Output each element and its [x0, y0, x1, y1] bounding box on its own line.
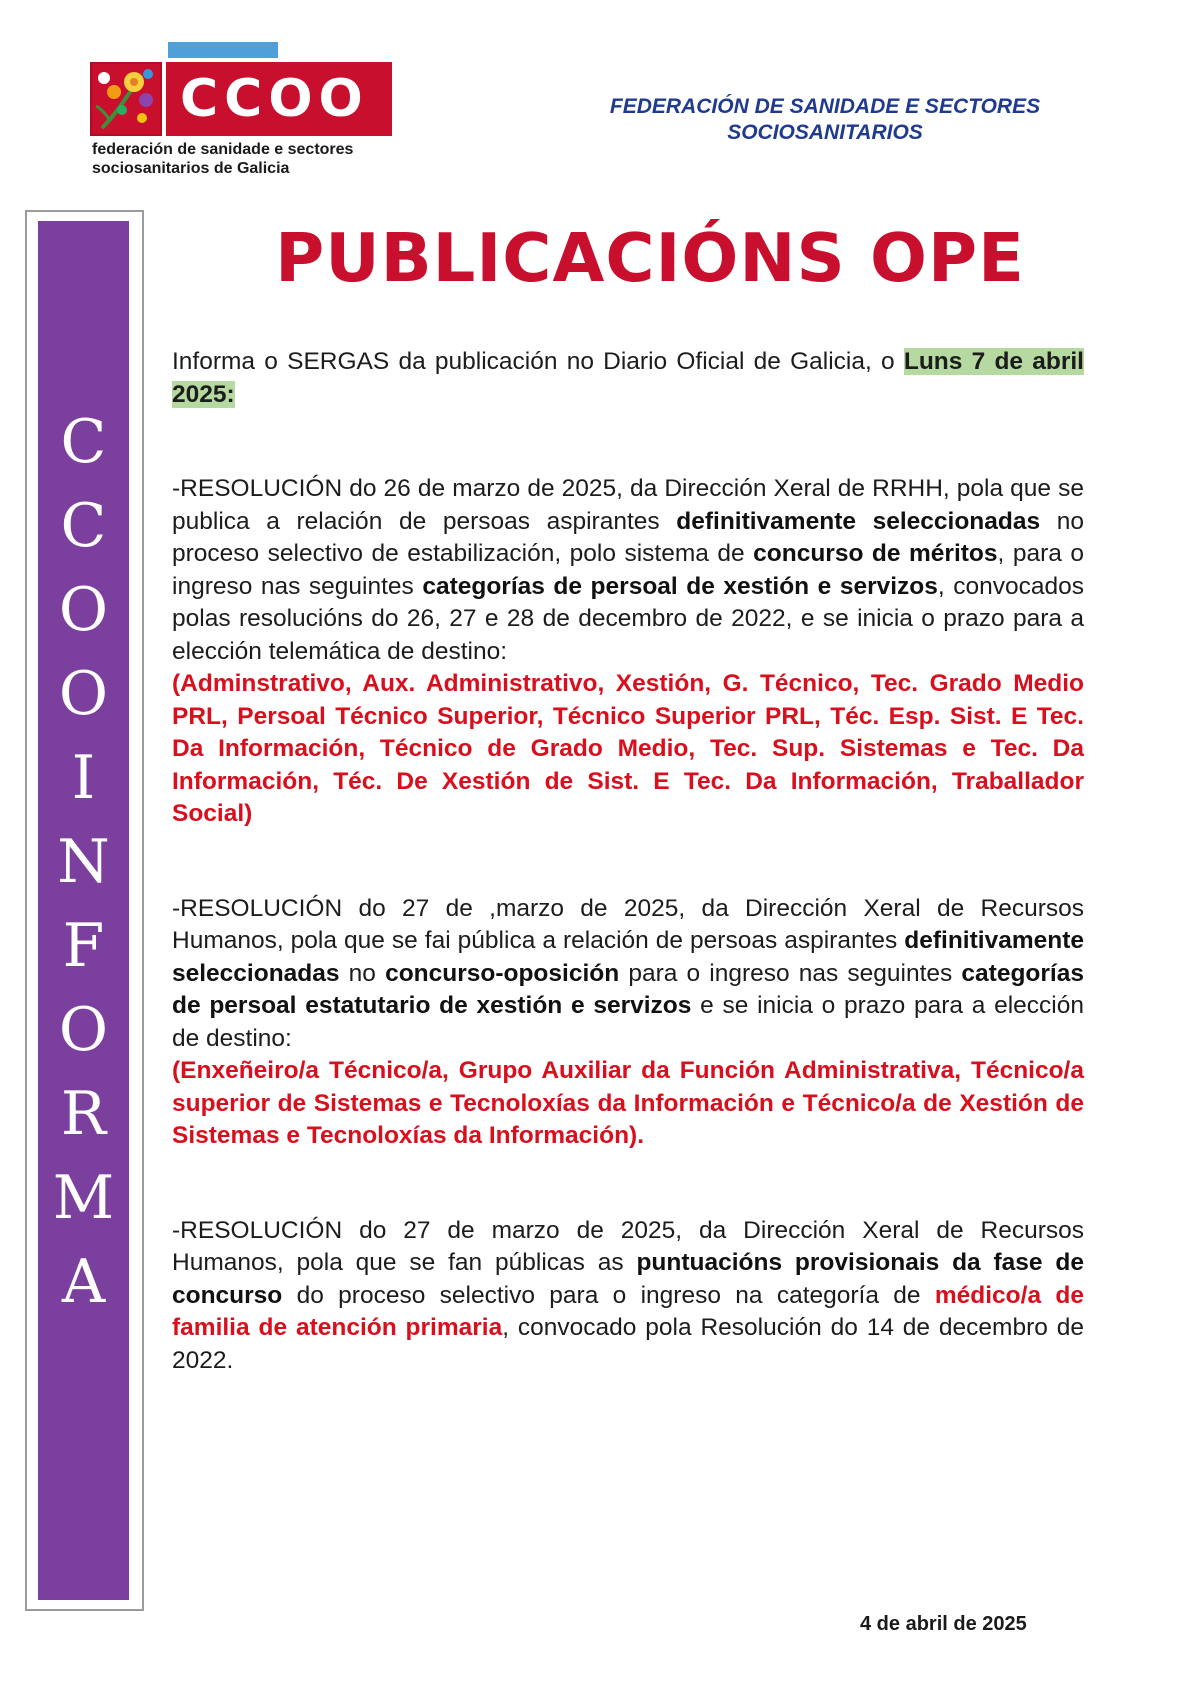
document-body	[172, 346, 1084, 1377]
banner-letter: C	[60, 491, 107, 561]
res1-text-4: , convocados polas resolucións do 26, 27 e 28 de decembro de 2022, e se inicia o prazo para a elección telemática de destino:	[172, 572, 1085, 665]
res1-text-2: no proceso selectivo de estabilización, polo sistema de	[172, 507, 1085, 567]
resolution-1	[172, 473, 1084, 831]
res2-bold-1: definitivamente seleccionadas	[172, 927, 1084, 987]
banner-letter: I	[71, 743, 96, 813]
resolution-3	[172, 1215, 1084, 1378]
res2-text-2: no	[339, 959, 386, 987]
federation-line1: FEDERACIÓN DE SANIDADE E SECTORES	[609, 95, 1041, 118]
res1-bold-3: categorías de persoal de xestión e servizos	[422, 572, 938, 600]
banner-letter: O	[58, 659, 109, 729]
resolution-2	[172, 893, 1084, 1153]
side-banner-letters	[38, 400, 129, 1324]
res2-text-1: -RESOLUCIÓN do 27 de ,marzo de 2025, da Dirección Xeral de Recursos Humanos, pola que se fai pública a relación de persoas aspirantes	[172, 894, 1084, 954]
federation-line2: SOCIOSANITARIOS	[727, 121, 923, 144]
logo-text: CCOO	[180, 69, 369, 129]
banner-letter: F	[62, 911, 105, 981]
ccoo-logo	[166, 62, 392, 136]
res3-text-2: do proceso selectivo para o ingreso na categoría de	[282, 1281, 935, 1309]
res1-bold-2: concurso de méritos	[753, 540, 998, 567]
banner-letter: O	[58, 575, 109, 645]
res2-bold-3: categorías de persoal estatutario de xestión e servizos	[172, 959, 1084, 1019]
banner-letter: R	[60, 1079, 107, 1149]
res1-text-1: -RESOLUCIÓN do 26 de marzo de 2025, da Dirección Xeral de RRHH, pola que se publica a relación de persoas aspirantes	[172, 475, 1084, 535]
res3-bold-1: puntuacións provisionais da fase de concurso	[172, 1249, 1084, 1309]
res1-text-3: , para o ingreso nas seguintes	[172, 540, 1084, 600]
footer-date: 4 de abril de 2025	[860, 1613, 1027, 1635]
res3-red-1: médico/a de familia de atención primaria	[172, 1281, 1084, 1341]
res3-text-3: , convocado pola Resolución do 14 de decembro de 2022.	[172, 1314, 1084, 1374]
banner-letter: O	[58, 995, 109, 1065]
res1-categories: (Adminstrativo, Aux. Administrativo, Xestión, G. Técnico, Tec. Grado Medio PRL, Persoal Técnico Superior, Técnico Superior PRL, Téc. Esp. Sist. E Tec. Da Información, Técnico de Grado Medio, Tec. Sup. Sistemas e Tec. Da Información, Téc. De Xestión de Sist. E Tec. Da Información, Traballador Social)	[172, 670, 1084, 827]
banner-letter: C	[60, 407, 107, 477]
banner-letter: A	[61, 1247, 106, 1317]
res2-bold-2: concurso-oposición	[385, 959, 620, 987]
banner-letter: N	[57, 827, 110, 897]
logo-caption-line1: federación de sanidade e sectores	[92, 141, 354, 158]
logo-caption	[92, 140, 353, 178]
logo-accent-bar	[168, 42, 278, 58]
page-title: PUBLICACIÓNS OPE	[275, 219, 1025, 297]
intro-text: Informa o SERGAS da publicación no Diario Oficial de Galicia, o	[172, 348, 904, 375]
res2-text-4: e se inicia o prazo para a elección de destino:	[172, 992, 1085, 1052]
res2-categories: (Enxeñeiro/a Técnico/a, Grupo Auxiliar da Función Administrativa, Técnico/a superior de Sistemas e Tecnoloxías da Información e Técnico/a de Xestión de Sistemas e Tecnoloxías da Información).	[172, 1057, 1084, 1149]
logo-caption-line2: sociosanitarios de Galicia	[92, 160, 290, 177]
federation-title	[560, 94, 1090, 146]
res3-text-1: -RESOLUCIÓN do 27 de marzo de 2025, da Dirección Xeral de Recursos Humanos, pola que se fan públicas as	[172, 1216, 1084, 1276]
intro-date-highlight: Luns 7 de abril 2025:	[172, 348, 1084, 408]
res1-bold-1: definitivamente seleccionadas	[676, 507, 1041, 535]
res2-text-3: para o ingreso nas seguintes	[619, 959, 962, 987]
intro-paragraph	[172, 346, 1084, 411]
flower-logo-icon	[90, 62, 162, 136]
banner-letter: M	[52, 1163, 115, 1233]
